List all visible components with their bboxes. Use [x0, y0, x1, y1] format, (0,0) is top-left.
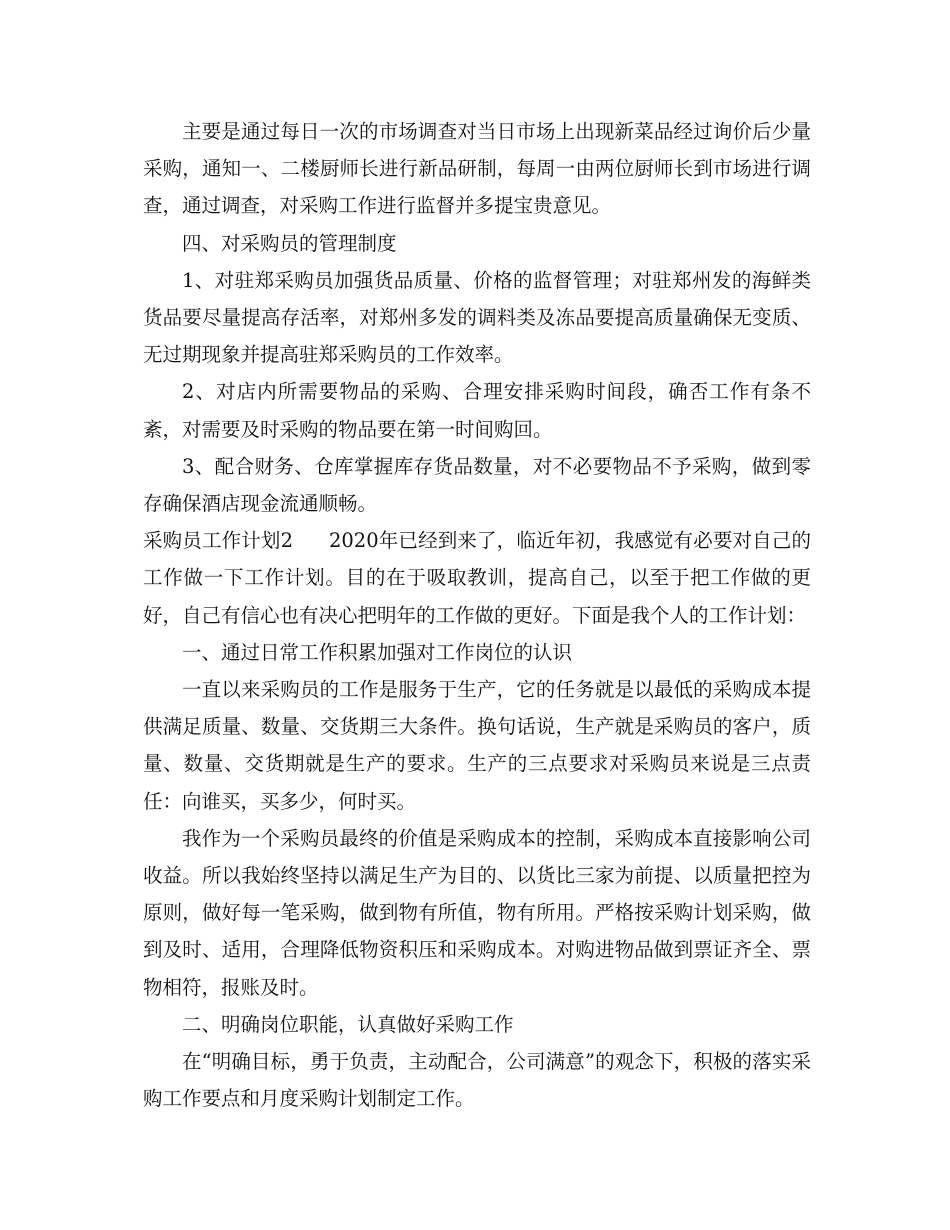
- paragraph-market-survey: 主要是通过每日一次的市场调查对当日市场上出现新菜品经过询价后少量采购，通知一、二楼厨师长进行新品研制，每周一由两位厨师长到市场进行调查，通过调查，对采购工作进行监督并多提宝贵意见。: [143, 120, 811, 218]
- document-body: [143, 113, 811, 1117]
- section-intro-text: 2020年已经到来了，临近年初，我感觉有必要对自己的工作做一下工作计划。目的在于吸取教训，提高自己，以至于把工作做的更好，自己有信心也有决心把明年的工作做的更好。下面是我个人的工作计划：: [143, 529, 811, 627]
- section-heading: 采购员工作计划2: [143, 529, 293, 553]
- section-intro-paragraph: [143, 522, 811, 634]
- paragraph-cost-control: 我作为一个采购员最终的价值是采购成本的控制，采购成本直接影响公司收益。所以我始终坚持以满足生产为目的、以货比三家为前提、以质量把控为原则，做好每一笔采购，做到物有所值，物有所用。严格按采购计划采购，做到及时、适用，合理降低物资积压和采购成本。对购进物品做到票证齐全、票物相符，报账及时。: [143, 826, 811, 999]
- paragraph-rule-2: 2、对店内所需要物品的采购、合理安排采购时间段，确否工作有条不紊，对需要及时采购的物品要在第一时间购回。: [143, 380, 811, 441]
- paragraph-rule-1: 1、对驻郑采购员加强货品质量、价格的监督管理；对驻郑州发的海鲜类货品要尽量提高存活率，对郑州多发的调料类及冻品要提高质量确保无变质、无过期现象并提高驻郑采购员的工作效率。: [143, 268, 811, 367]
- paragraph-rule-3: 3、配合财务、仓库掌握库存货品数量，对不必要物品不予采购，做到零存确保酒店现金流通顺畅。: [143, 454, 811, 516]
- heading-work-understanding: 一、通过日常工作积累加强对工作岗位的认识: [182, 640, 573, 664]
- paragraph-buyer-role: 一直以来采购员的工作是服务于生产，它的任务就是以最低的采购成本提供满足质量、数量、交货期三大条件。换句话说，生产就是采购员的客户，质量、数量、交货期就是生产的要求。生产的三点要求对采购员来说是三点责任：向谁买，买多少，何时买。: [143, 678, 811, 813]
- paragraph-goals: 在“明确目标，勇于负责，主动配合，公司满意”的观念下，积极的落实采购工作要点和月度采购计划制定工作。: [143, 1050, 811, 1111]
- heading-job-duties: 二、明确岗位职能，认真做好采购工作: [182, 1012, 514, 1036]
- heading-buyer-management: 四、对采购员的管理制度: [182, 231, 397, 255]
